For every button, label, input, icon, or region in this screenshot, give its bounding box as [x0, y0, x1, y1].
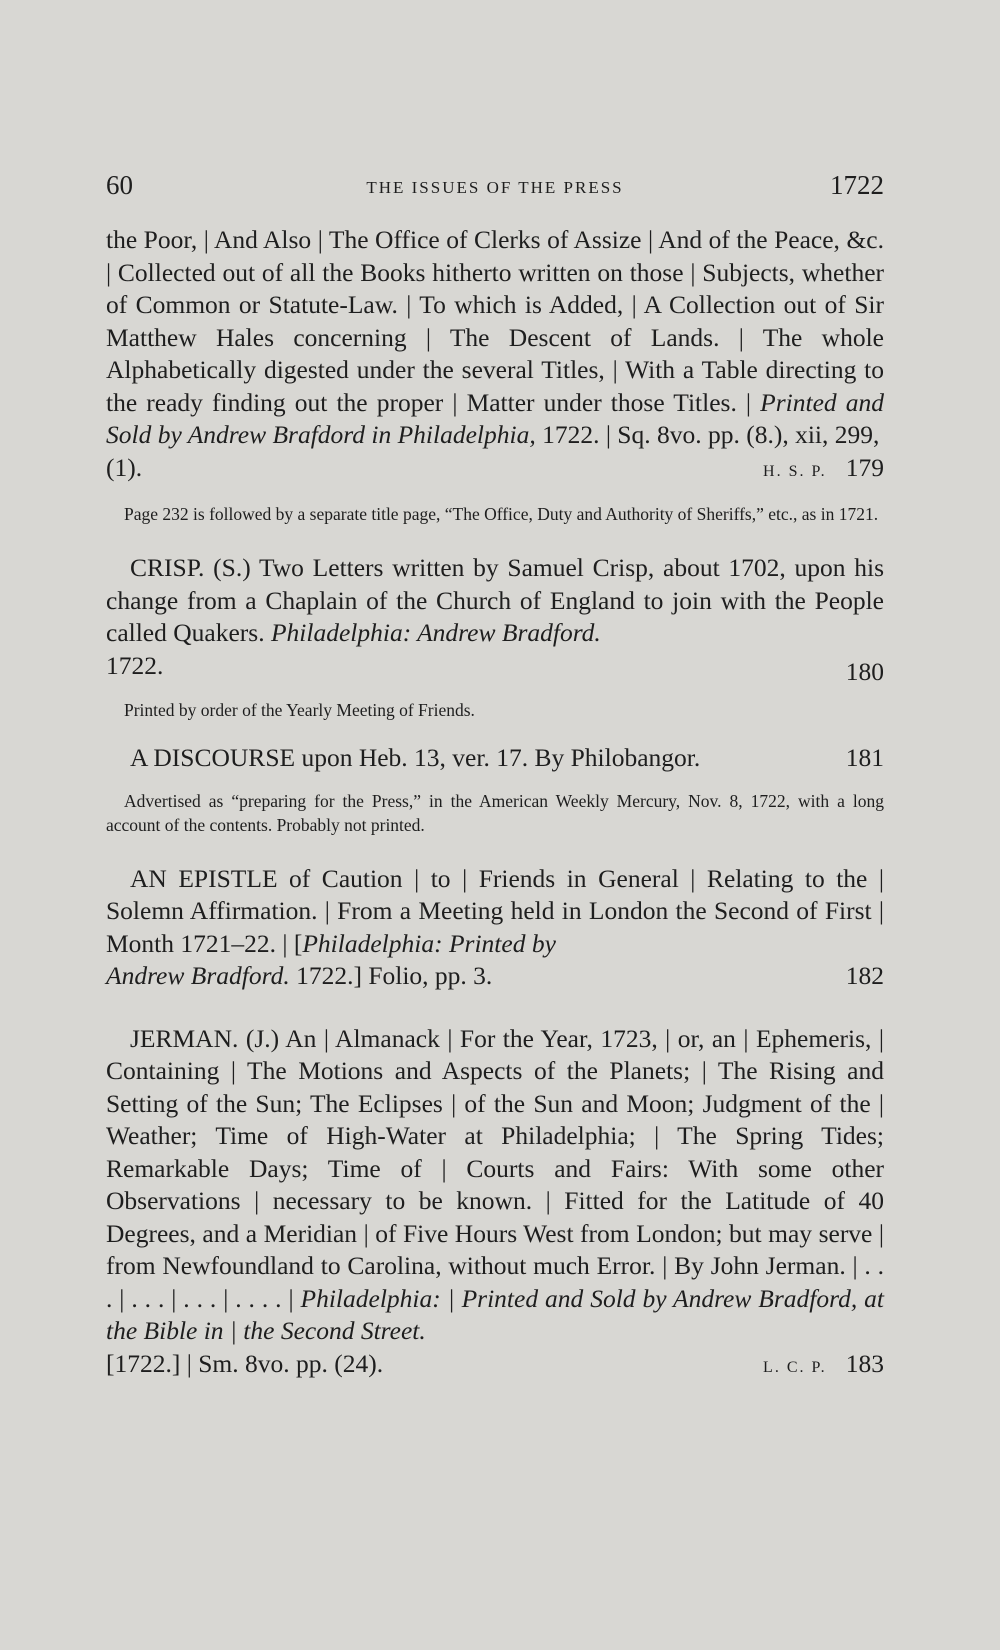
entry-180-note: Printed by order of the Yearly Meeting of Friends. [124, 700, 475, 720]
entry-179-text: the Poor, | And Also | The Office of Clerks of Assize | And of the Peace, &c. | Collected out of all the Books hitherto written on those | Subjects, whether of Common or Statute-Law. | To which is Added, | A Collection out of Sir Matthew Hales concerning | The Descent of Lands. | The whole Alphabetically digested under the several Titles, | With a Table directing to the ready finding out the proper | Matter under those Titles. | Printed and Sold by Andrew Brafdord in Philadelphia, 1722. | Sq. 8vo. pp. (8.), xii, 299, [106, 225, 884, 449]
entry-179 [106, 224, 884, 526]
entry-182 [106, 863, 884, 993]
entry-180-last-line [106, 650, 884, 686]
running-header [106, 170, 884, 204]
entry-179-location: H. S. P. [763, 462, 827, 480]
entry-181-note: Advertised as “preparing for the Press,” in the American Weekly Mercury, Nov. 8, 1722, with a long account of the contents. Probably not printed. [106, 790, 884, 835]
header-year: 1722 [830, 170, 884, 200]
running-title: THE ISSUES OF THE PRESS [366, 178, 624, 197]
entry-179-imprint: Printed and Sold by Andrew Brafdord in Philadelphia, [106, 387, 884, 449]
entry-179-last-line [106, 452, 884, 489]
entry-182-imprint-a: Philadelphia: Printed by [302, 928, 556, 958]
entry-183-text: JERMAN. (J.) An | Almanack | For the Year, 1723, | or, an | Ephemeris, | Containing | The Motions and Aspects of the Planets; | The Rising and Setting of the Sun; The Eclipses | of the Sun and Moon; Judgment of the | Weather; Time of High-Water at Philadelphia; | The Spring Tides; Remarkable Days; Time of | Courts and Fairs: With some other Observations | necessary to be known. | Fitted for the Latitude of 40 Degrees, and a Meridian | of Five Hours West from London; but may serve | from Newfoundland to Carolina, without much Error. | By John Jerman. | . . . | . . . | . . . | . . . . | Philadelphia: | Printed and Sold by Andrew Bradford, at the Bible in | the Second Street. [106, 1023, 885, 1345]
page-number: 60 [106, 170, 133, 200]
entry-179-number: 179 [845, 452, 884, 482]
entry-183-imprint: Philadelphia: | Printed and Sold by Andrew Bradford, at the Bible in | the Second Street. [106, 1283, 885, 1345]
entry-181-text: A DISCOURSE upon Heb. 13, ver. 17. By Philobangor. [130, 743, 701, 772]
page-content [106, 224, 884, 1384]
entry-182-last-line: Andrew Bradford. 1722.] Folio, pp. 3. 182 [106, 960, 884, 993]
entry-182-text: AN EPISTLE of Caution | to | Friends in General | Relating to the | Solemn Affirmation. | From a Meeting held in London the Second of First | Month 1721–22. | [Philadelphia: Printed by [106, 863, 884, 958]
entry-181 [106, 742, 884, 837]
entry-181-line [106, 742, 884, 775]
entry-183-last-line [106, 1348, 884, 1385]
entry-179-note: Page 232 is followed by a separate title page, “The Office, Duty and Authority of Sheriffs,” etc., as in 1721. [124, 504, 879, 524]
entry-180-year: 1722. [106, 650, 164, 680]
entry-180-imprint: Philadelphia: Andrew Bradford. [270, 618, 601, 647]
entry-180 [106, 552, 884, 722]
entry-183-number: 183 [845, 1348, 884, 1378]
entry-183 [106, 1023, 884, 1385]
entry-180-text: CRISP. (S.) Two Letters written by Samuel Crisp, about 1702, upon his change from a Chaplain of the Church of England to join with the People called Quakers. Philadelphia: Andrew Bradford. [106, 553, 884, 647]
entry-180-number: 180 [845, 656, 884, 686]
entry-182-imprint-b: Andrew Bradford. [106, 961, 290, 990]
entry-183-tail: [1722.] | Sm. 8vo. pp. (24). [106, 1348, 384, 1378]
entry-181-number: 181 [845, 743, 884, 772]
entry-182-number: 182 [845, 961, 884, 990]
entry-179-pages-end: (1). [106, 452, 143, 482]
entry-183-location: L. C. P. [763, 1358, 827, 1376]
